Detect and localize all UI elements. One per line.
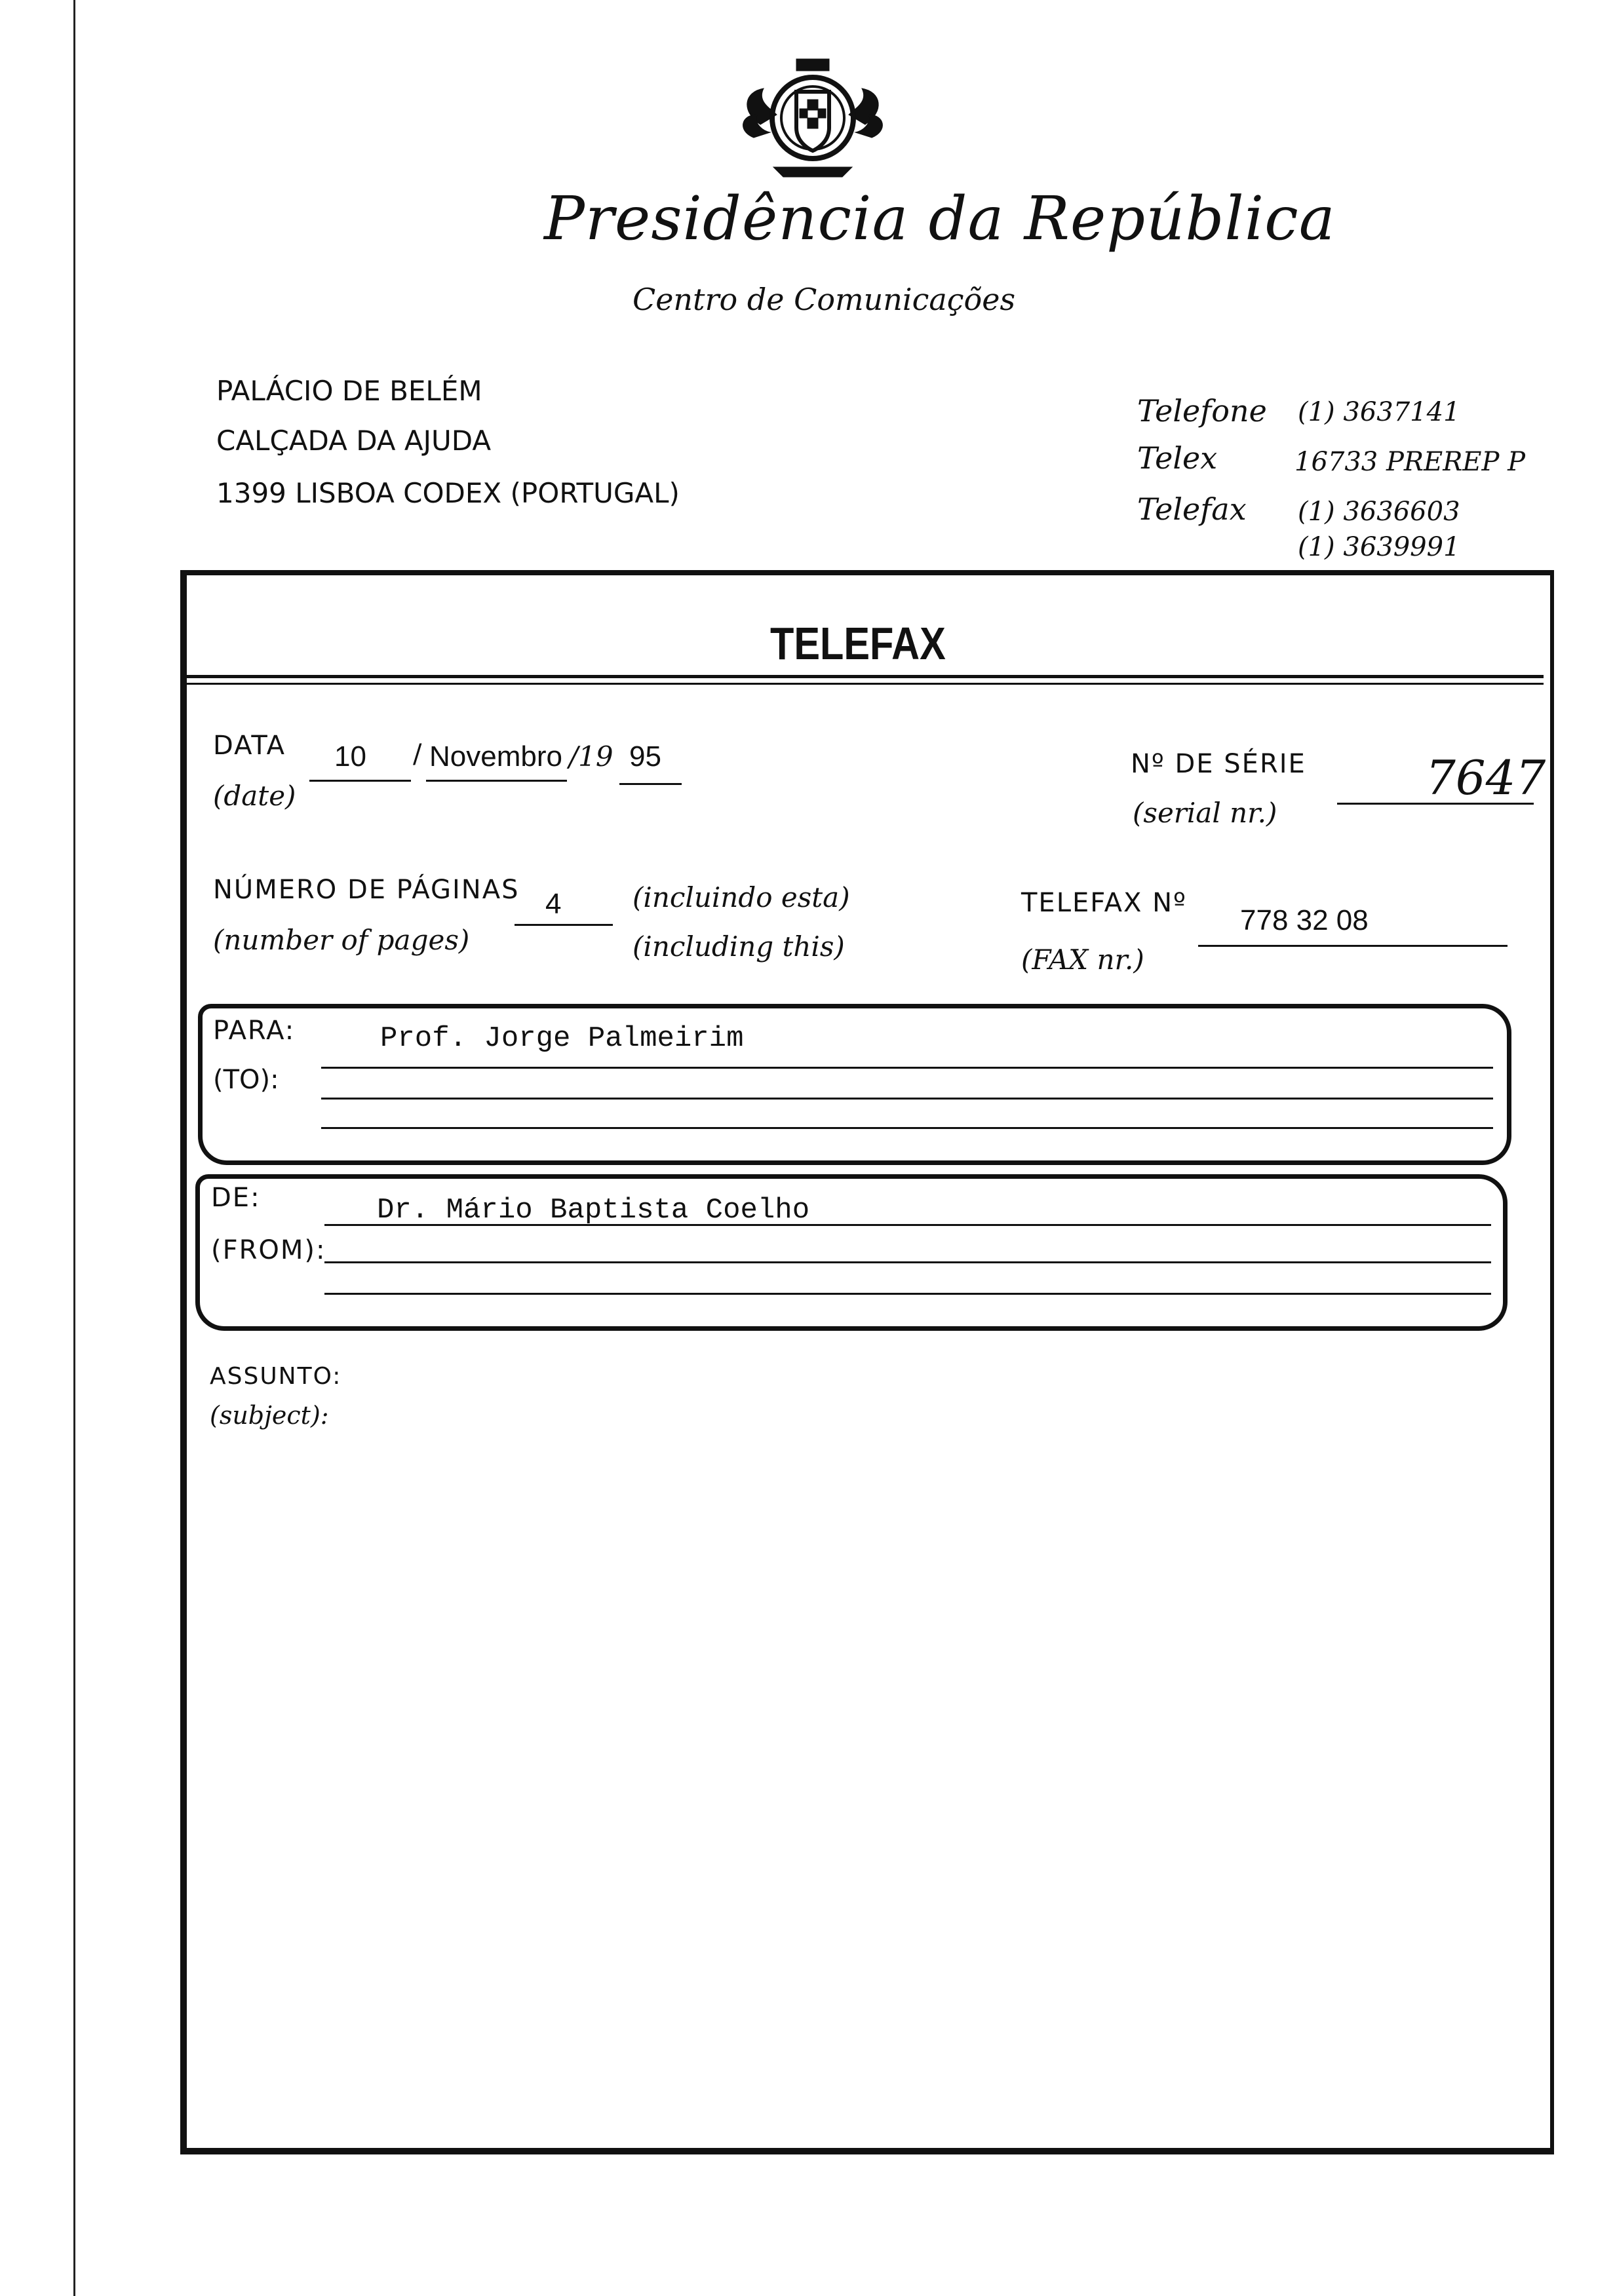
telefax-value-1: (1) 3636603 xyxy=(1298,497,1460,527)
date-label-en: (date) xyxy=(213,780,296,812)
pages-label: NÚMERO DE PÁGINAS xyxy=(213,875,520,905)
fax-label: TELEFAX Nº xyxy=(1021,888,1187,918)
date-day-rule xyxy=(309,780,411,782)
to-value: Prof. Jorge Palmeirim xyxy=(380,1022,744,1055)
date-month-rule xyxy=(426,780,567,782)
form-frame xyxy=(180,570,1554,2154)
from-label-en: (FROM): xyxy=(211,1235,326,1265)
address-line-1: PALÁCIO DE BELÉM xyxy=(216,375,482,407)
coat-of-arms-seal xyxy=(734,52,891,183)
heading-rule-1 xyxy=(187,675,1544,678)
letterhead-subtitle: Centro de Comunicações xyxy=(632,282,1016,317)
to-rule-3 xyxy=(321,1127,1493,1129)
from-rule-2 xyxy=(324,1261,1491,1263)
fax-rule xyxy=(1198,945,1508,947)
date-year: 95 xyxy=(629,740,661,773)
pages-note-en: (including this) xyxy=(632,930,845,963)
telefax-value-2: (1) 3639991 xyxy=(1298,532,1460,562)
pages-note: (incluindo esta) xyxy=(632,881,850,913)
date-month: Novembro xyxy=(429,740,562,773)
date-separator: / xyxy=(413,739,423,769)
to-rule-2 xyxy=(321,1098,1493,1100)
serial-label: Nº DE SÉRIE xyxy=(1131,749,1306,779)
telex-value: 16733 PREREP P xyxy=(1294,447,1526,477)
address-line-2: CALÇADA DA AJUDA xyxy=(216,425,492,457)
serial-rule xyxy=(1337,803,1534,805)
address-line-3: 1399 LISBOA CODEX (PORTUGAL) xyxy=(216,477,680,509)
telefone-label: Telefone xyxy=(1137,393,1267,429)
pages-value: 4 xyxy=(545,888,562,920)
form-heading: TELEFAX xyxy=(770,618,946,669)
subject-label-en: (subject): xyxy=(210,1401,329,1430)
from-rule-3 xyxy=(324,1293,1491,1295)
telefax-label: Telefax xyxy=(1137,491,1247,527)
fax-label-en: (FAX nr.) xyxy=(1021,944,1144,976)
to-label: PARA: xyxy=(213,1016,296,1046)
telex-label: Telex xyxy=(1137,440,1218,476)
telefone-value: (1) 3637141 xyxy=(1298,397,1460,427)
letterhead-title: Presidência da República xyxy=(544,183,1336,254)
subject-label: ASSUNTO: xyxy=(210,1363,342,1390)
date-label: DATA xyxy=(213,731,286,761)
date-day: 10 xyxy=(334,740,366,773)
date-year-rule xyxy=(619,783,682,785)
pages-rule xyxy=(515,924,613,926)
from-value: Dr. Mário Baptista Coelho xyxy=(377,1194,810,1227)
to-label-en: (TO): xyxy=(213,1065,279,1095)
from-label: DE: xyxy=(211,1183,261,1213)
pages-label-en: (number of pages) xyxy=(213,924,470,956)
page-left-edge xyxy=(73,0,75,2296)
from-rule-1 xyxy=(324,1224,1491,1226)
serial-label-en: (serial nr.) xyxy=(1133,797,1277,829)
date-century: /19 xyxy=(569,740,613,773)
to-rule-1 xyxy=(321,1067,1493,1069)
fax-value: 778 32 08 xyxy=(1240,904,1369,936)
heading-rule-2 xyxy=(187,683,1544,685)
serial-value: 7647 xyxy=(1426,750,1546,805)
